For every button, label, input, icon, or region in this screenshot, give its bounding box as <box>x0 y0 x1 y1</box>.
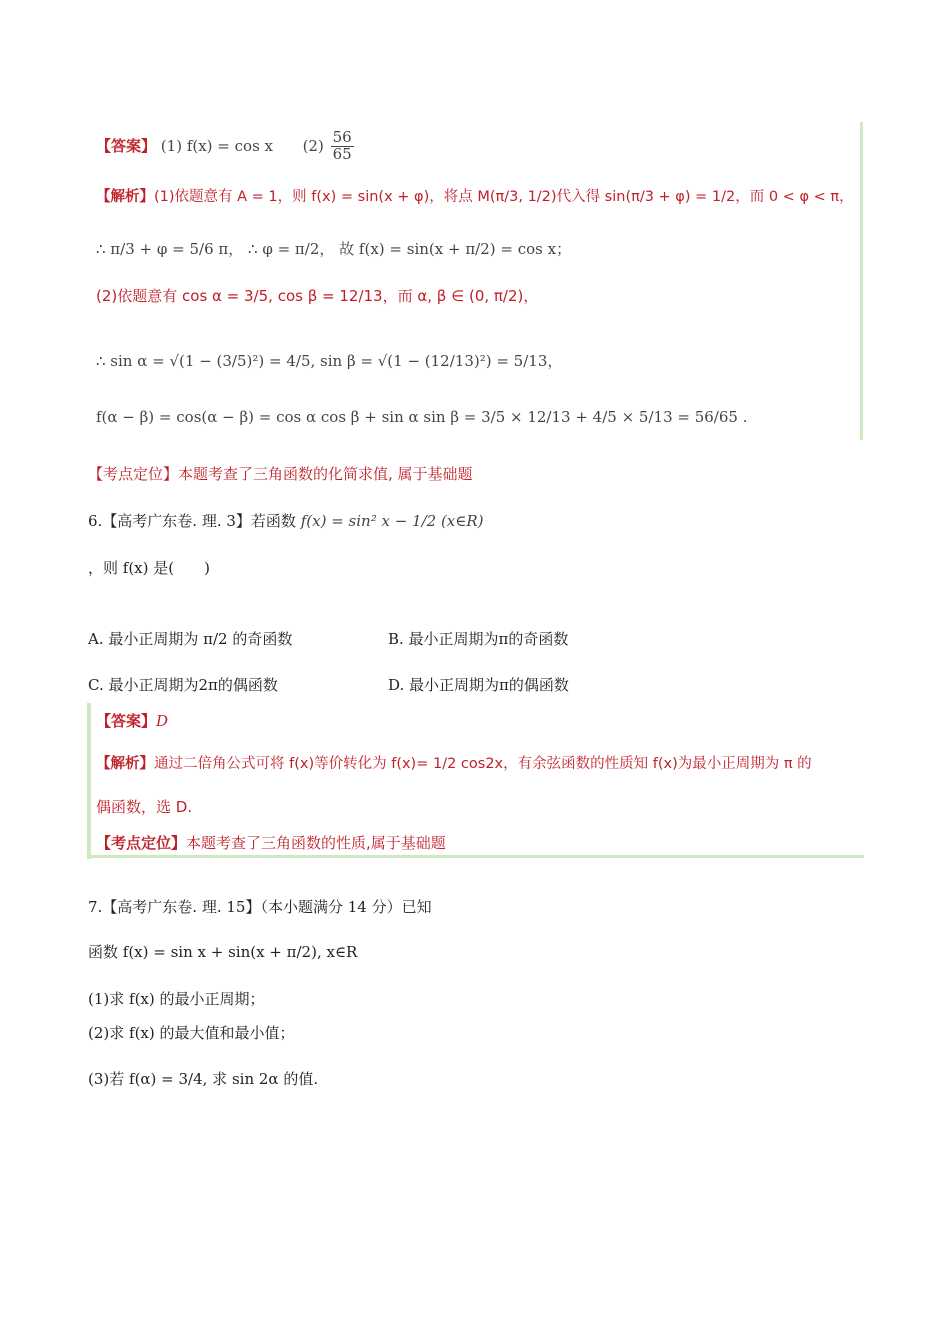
p6-answer-label: 【答案】 <box>96 712 157 730</box>
p6-kaodian-line <box>96 832 446 853</box>
p6-answer-line <box>96 710 168 731</box>
p5-answer-line <box>96 130 356 163</box>
p5-analysis-line1 <box>96 185 854 206</box>
p5-analysis-line5: f(α − β) = cos(α − β) = cos α cos β + sin α sin β = 3/5 × 12/13 + 4/5 × 5/13 = 56/65 . <box>96 408 748 426</box>
p5-kaodian-text: 本题考查了三角函数的化简求值, 属于基础题 <box>178 465 473 483</box>
p6-option-a: A. 最小正周期为 π/2 的奇函数 <box>88 630 293 648</box>
p6-option-c: C. 最小正周期为2π的偶函数 <box>88 676 278 694</box>
answer-box-right-border <box>860 122 863 440</box>
p5-answer-2-fraction: $\frac{56}{65}$ <box>332 128 352 163</box>
p7-func: 函数 f(x) = sin x + sin(x + π/2), x∈R <box>88 943 358 961</box>
p6-answer-box-bottom-border <box>87 855 864 858</box>
p5-analysis-text1: (1)依题意有 A = 1，则 f(x) = sin(x + φ)，将点 M(π/3, 1/2)代入得 sin(π/3 + φ) = 1/2，而 0 < φ < π， <box>154 189 854 205</box>
p6-analysis-line1 <box>96 752 812 773</box>
p7-header: 7.【高考广东卷. 理. 15】（本小题满分 14 分）已知 <box>88 898 432 916</box>
p7-q1: (1)求 f(x) 的最小正周期； <box>88 990 265 1008</box>
p5-analysis-label: 【解析】 <box>96 189 154 205</box>
p6-analysis-line2: 偶函数，选 D. <box>96 798 193 816</box>
p7-q2: (2)求 f(x) 的最大值和最小值； <box>88 1024 295 1042</box>
p5-kaodian-line <box>88 463 473 484</box>
p5-answer-2-prefix: (2) <box>302 136 324 155</box>
p5-kaodian-label: 【考点定位】 <box>88 465 179 483</box>
p6-analysis-label: 【解析】 <box>96 756 154 772</box>
p6-kaodian-label: 【考点定位】 <box>96 834 187 852</box>
p6-option-b: B. 最小正周期为π的奇函数 <box>388 630 569 648</box>
p6-func: f(x) = sin² x − 1/2 (x∈R) <box>300 512 484 530</box>
p5-analysis-line4: ∴ sin α = √(1 − (3/5)²) = 4/5, sin β = √(1 − (12/13)²) = 5/13， <box>96 352 563 370</box>
p5-answer-1: (1) f(x) = cos x <box>160 136 273 155</box>
p7-q3: (3)若 f(α) = 3/4, 求 sin 2α 的值. <box>88 1070 319 1088</box>
p6-header: 6.【高考广东卷. 理. 3】若函数 <box>88 512 296 530</box>
p6-kaodian-text: 本题考查了三角函数的性质,属于基础题 <box>186 834 446 852</box>
p5-answer-label: 【答案】 <box>96 136 157 155</box>
p6-answer: D <box>156 712 169 730</box>
p5-analysis-line3: (2)依题意有 cos α = 3/5, cos β = 12/13，而 α, β ∈ (0, π/2)， <box>96 287 539 305</box>
p6-option-d: D. 最小正周期为π的偶函数 <box>388 676 569 694</box>
p6-line2: ，则 f(x) 是( ) <box>88 559 210 577</box>
p6-answer-box-left-border <box>87 703 91 859</box>
p6-header-line <box>88 510 484 531</box>
p5-analysis-line2: ∴ π/3 + φ = 5/6 π， ∴ φ = π/2， 故 f(x) = sin(x + π/2) = cos x； <box>96 240 572 258</box>
p6-analysis-text1: 通过二倍角公式可将 f(x)等价转化为 f(x)= 1/2 cos2x，有余弦函数的性质知 f(x)为最小正周期为 π 的 <box>154 756 812 772</box>
